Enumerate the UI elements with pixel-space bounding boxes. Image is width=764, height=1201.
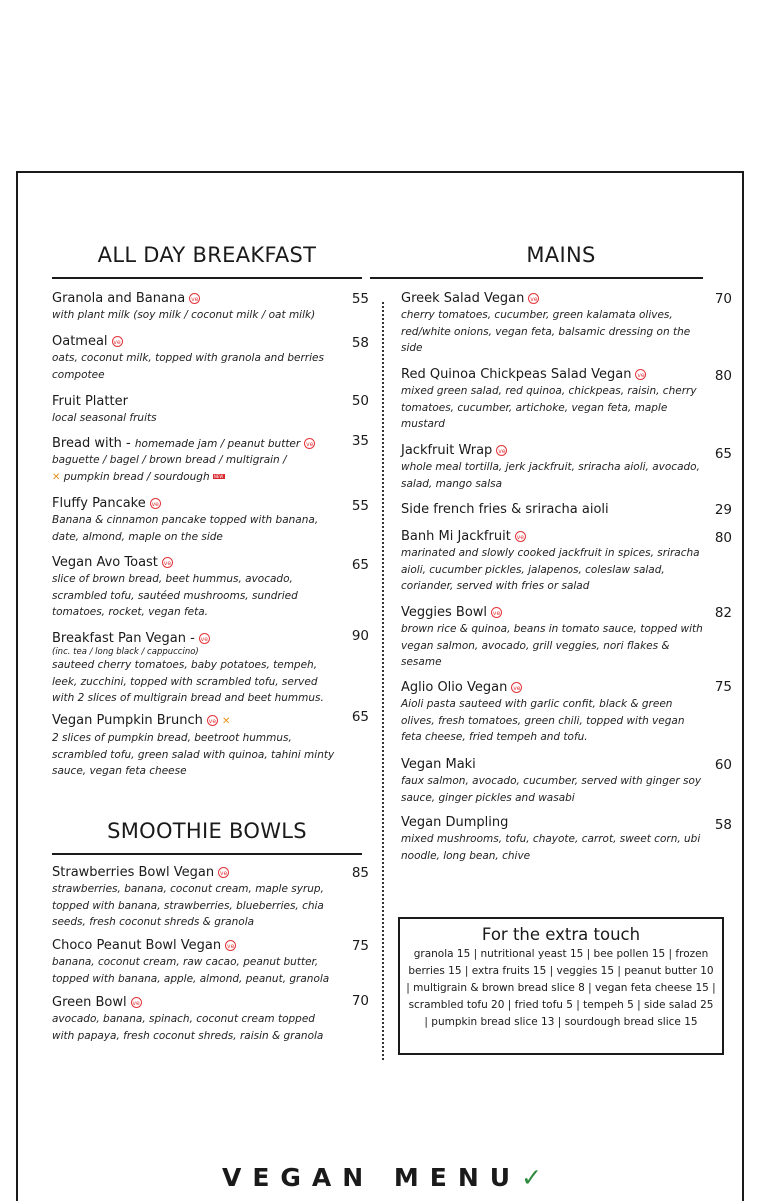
vegan-mark-icon: ve: [199, 633, 210, 644]
item-desc: strawberries, banana, coconut cream, maple syrup, topped with banana, strawberries, blueberries, chia seeds, fresh coconut shreds & granola: [52, 883, 324, 928]
vegan-mark-icon: ve: [189, 293, 200, 304]
item-desc: 2 slices of pumpkin bread, beetroot hummus, scrambled tofu, green salad with quinoa, tahini minty sauce, vegan feta cheese: [52, 732, 335, 777]
item-price: 75: [714, 679, 732, 695]
vegan-mark-icon: ve: [515, 531, 526, 542]
item-price: 60: [714, 757, 732, 773]
new-badge-icon: NEW: [213, 473, 224, 479]
vegan-mark-icon: ve: [162, 557, 173, 568]
item-desc: Aioli pasta sauteed with garlic confit, black & green olives, fresh tomatoes, green chili, topped with vegan feta cheese, fried tempeh and tofu.: [401, 698, 685, 743]
menu-item: [52, 291, 342, 324]
menu-item: [52, 631, 337, 707]
breakfast-rule: [52, 277, 362, 279]
breakfast-heading: ALL DAY BREAKFAST: [97, 243, 317, 267]
item-price: 80: [714, 530, 732, 546]
menu-item: [401, 815, 706, 864]
vegan-mark-icon: ve: [131, 997, 142, 1008]
column-divider: [382, 302, 384, 1060]
menu-item: [52, 436, 342, 486]
item-desc: local seasonal fruits: [52, 412, 157, 424]
item-name: Greek Salad Vegan: [401, 291, 525, 306]
vegan-mark-icon: ve: [112, 336, 123, 347]
item-name: Fruit Platter: [52, 394, 128, 409]
mains-rule: [370, 277, 703, 279]
menu-item: [401, 502, 701, 518]
menu-item: [52, 938, 332, 987]
menu-item: [52, 713, 337, 780]
item-name: Granola and Banana: [52, 291, 186, 306]
item-desc: banana, coconut cream, raw cacao, peanut butter, topped with banana, apple, almond, peanut, granola: [52, 956, 330, 985]
menu-item: [401, 757, 706, 806]
menu-item: [401, 367, 701, 433]
item-price: 90: [351, 628, 369, 644]
item-price: 65: [351, 709, 369, 725]
extra-text: granola 15 | nutritional yeast 15 | bee pollen 15 | frozen berries 15 | extra fruits 15 | veggies 15 | peanut butter 10 | multigrain & brown bread slice 8 | vegan feta cheese 15 | scrambled tofu 20 | fried tofu 5 | tempeh 5 | side salad 25 | pumpkin bread slice 13 | sourdough bread slice 15: [406, 948, 716, 1028]
vegan-mark-icon: ve: [207, 715, 218, 726]
menu-item: [52, 555, 302, 621]
item-name: Breakfast Pan Vegan -: [52, 631, 195, 646]
menu-item: [52, 995, 327, 1044]
item-name: Veggies Bowl: [401, 605, 488, 620]
vegan-mark-icon: ve: [496, 445, 507, 456]
item-price: 29: [714, 502, 732, 518]
item-desc: brown rice & quinoa, beans in tomato sauce, topped with vegan salmon, avocado, grill veggies, nori flakes & sesame: [401, 623, 703, 668]
mains-heading: MAINS: [526, 243, 596, 267]
item-name: Strawberries Bowl Vegan: [52, 865, 215, 880]
item-price: 65: [714, 446, 732, 462]
vegan-mark-icon: ve: [304, 438, 315, 449]
item-desc-2: pumpkin bread / sourdough: [63, 470, 210, 483]
menu-item: [401, 529, 701, 595]
item-desc: sauteed cherry tomatoes, baby potatoes, tempeh, leek, zucchini, topped with scrambled tofu, served with 2 slices of multigrain bread and beet hummus.: [52, 659, 324, 704]
item-name: Red Quinoa Chickpeas Salad Vegan: [401, 367, 632, 382]
item-price: 75: [351, 938, 369, 954]
extra-touch-box: [398, 917, 724, 1055]
item-price: 35: [351, 433, 369, 449]
menu-item: [401, 291, 701, 357]
item-price: 65: [351, 557, 369, 573]
wheat-icon: ✕: [52, 471, 61, 483]
item-price: 70: [714, 291, 732, 307]
item-price: 55: [351, 498, 369, 514]
vegan-mark-icon: ve: [225, 940, 236, 951]
vegan-mark-icon: ve: [150, 498, 161, 509]
item-desc: with plant milk (soy milk / coconut milk / oat milk): [52, 309, 316, 321]
item-price: 58: [351, 335, 369, 351]
item-desc: oats, coconut milk, topped with granola and berries compotee: [52, 352, 324, 381]
item-price: 50: [351, 393, 369, 409]
item-name: Vegan Dumpling: [401, 815, 509, 830]
menu-item: [52, 865, 327, 931]
item-desc: mixed mushrooms, tofu, chayote, carrot, sweet corn, ubi noodle, long bean, chive: [401, 833, 701, 862]
menu-item: [52, 334, 342, 383]
item-price: 82: [714, 605, 732, 621]
item-desc: slice of brown bread, beet hummus, avocado, scrambled tofu, sautéed mushrooms, sundried tomatoes, rocket, vegan feta.: [52, 573, 298, 618]
item-name: Banh Mi Jackfruit: [401, 529, 511, 544]
item-desc: avocado, banana, spinach, coconut cream topped with papaya, fresh coconut shreds, raisin & granola: [52, 1013, 324, 1042]
item-desc: whole meal tortilla, jerk jackfruit, sriracha aioli, avocado, salad, mango salsa: [401, 461, 700, 490]
item-name: Choco Peanut Bowl Vegan: [52, 938, 222, 953]
extra-title: For the extra touch: [481, 925, 641, 944]
vegan-mark-icon: ve: [528, 293, 539, 304]
item-name: Oatmeal: [52, 334, 108, 349]
item-name: Bread with -: [52, 436, 131, 451]
item-name: Aglio Olio Vegan: [401, 680, 508, 695]
item-name: Vegan Avo Toast: [52, 555, 158, 570]
item-desc: baguette / bagel / brown bread / multigrain /: [52, 454, 287, 466]
smoothie-heading: SMOOTHIE BOWLS: [107, 819, 307, 843]
footer-title-wrap: [0, 1163, 764, 1192]
smoothie-rule: [52, 853, 362, 855]
item-name-extra: homemade jam / peanut butter: [134, 438, 301, 450]
item-name: Vegan Maki: [401, 757, 476, 772]
vegan-mark-icon: ve: [491, 607, 502, 618]
menu-item: [52, 394, 342, 427]
footer-title: VEGAN MENU: [221, 1163, 522, 1192]
item-price: 80: [714, 368, 732, 384]
item-desc: cherry tomatoes, cucumber, green kalamata olives, red/white onions, vegan feta, balsamic dressing on the side: [401, 309, 691, 354]
item-desc: Banana & cinnamon pancake topped with banana, date, almond, maple on the side: [52, 514, 319, 543]
menu-item: [401, 680, 706, 746]
item-desc: marinated and slowly cooked jackfruit in spices, sriracha aioli, cucumber pickles, jalapenos, coleslaw salad, coriander, served with fries or salad: [401, 547, 700, 592]
menu-item: [401, 443, 701, 492]
item-price: 70: [351, 993, 369, 1009]
vegan-mark-icon: ve: [511, 682, 522, 693]
item-name: Side french fries & sriracha aioli: [401, 502, 609, 517]
leaf-icon: ✓: [521, 1163, 543, 1192]
item-subtitle: (inc. tea / long black / cappuccino): [52, 647, 199, 657]
item-name: Jackfruit Wrap: [401, 443, 493, 458]
menu-item: [52, 496, 327, 545]
item-desc: mixed green salad, red quinoa, chickpeas, raisin, cherry tomatoes, cucumber, artichoke, vegan feta, maple mustard: [401, 385, 697, 430]
vegan-mark-icon: ve: [635, 369, 646, 380]
vegan-mark-icon: ve: [218, 867, 229, 878]
menu-item: [401, 605, 706, 671]
item-desc: faux salmon, avocado, cucumber, served with ginger soy sauce, ginger pickles and wasabi: [401, 775, 702, 804]
item-price: 58: [714, 817, 732, 833]
item-name: Fluffy Pancake: [52, 496, 146, 511]
item-price: 55: [351, 291, 369, 307]
item-name: Vegan Pumpkin Brunch: [52, 713, 203, 728]
item-name: Green Bowl: [52, 995, 127, 1010]
item-price: 85: [351, 865, 369, 881]
wheat-icon: ✕: [222, 716, 231, 727]
